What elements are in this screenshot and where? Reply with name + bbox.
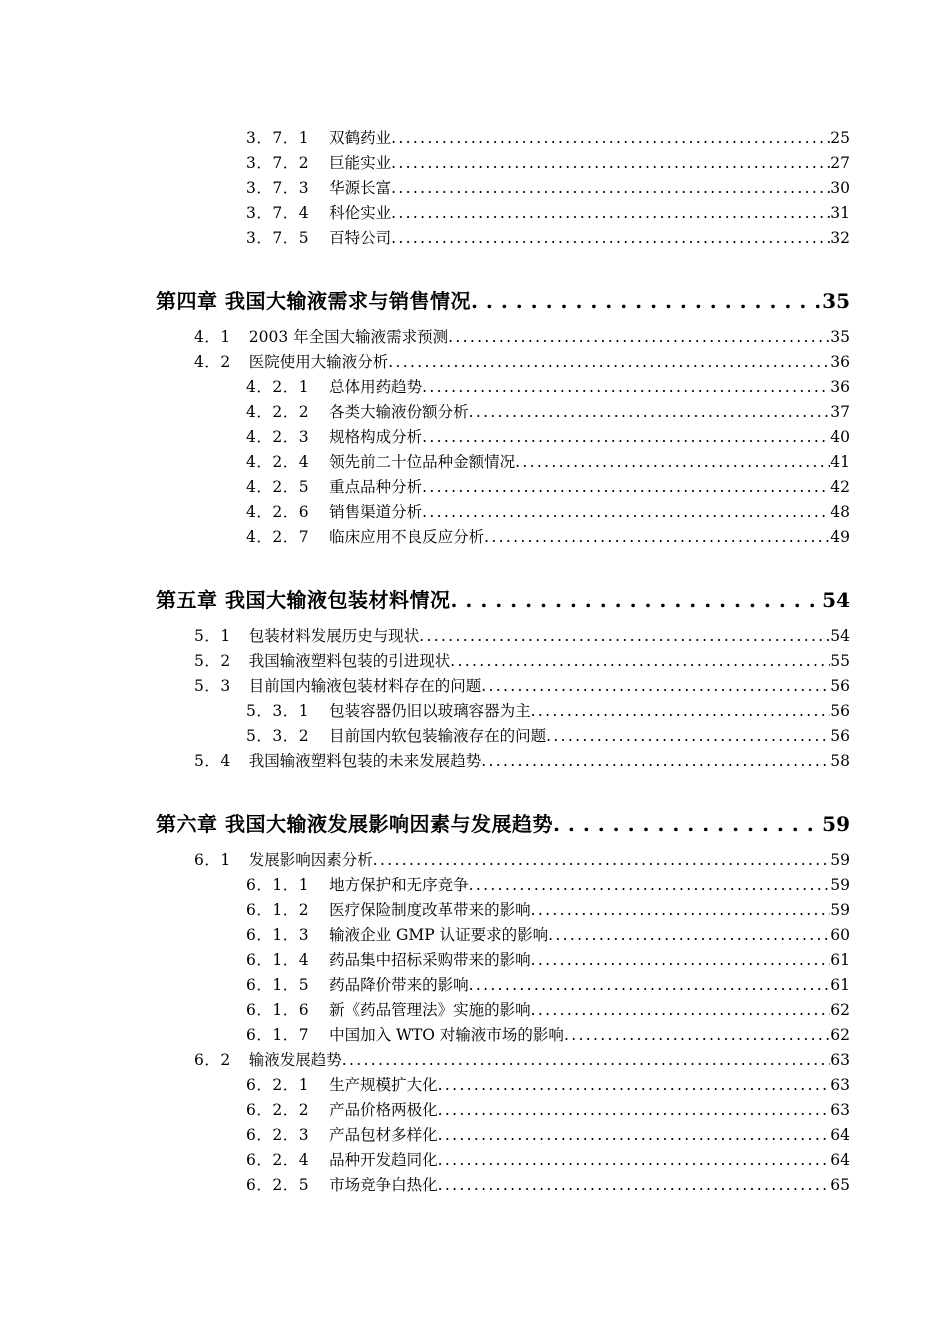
entry-title: 销售渠道分析: [329, 503, 423, 521]
entry-number: 4．2．7: [246, 528, 310, 546]
dot-leader: [481, 752, 830, 770]
entry-page: 60: [830, 926, 850, 944]
chapter-page: 54: [822, 588, 850, 612]
dot-leader: [469, 876, 831, 894]
entry-number: 5．3．1: [246, 702, 310, 720]
toc-entry-5-2[interactable]: [194, 649, 850, 673]
entry-number: 6．2: [194, 1051, 231, 1069]
entry-page: 40: [830, 428, 850, 446]
toc-entry-6-2-4[interactable]: [246, 1148, 850, 1172]
entry-title: 中国加入 WTO 对输液市场的影响: [329, 1026, 564, 1044]
toc-entry-4-2-3[interactable]: [246, 425, 850, 449]
dot-leader: [438, 1176, 831, 1194]
entry-title: 医疗保险制度改革带来的影响: [329, 901, 531, 919]
toc-entry-3-7-5[interactable]: [246, 226, 850, 250]
entry-number: 5．2: [194, 652, 231, 670]
dot-leader: [422, 503, 830, 521]
toc-entry-4-2-6[interactable]: [246, 500, 850, 524]
dot-leader: [422, 428, 830, 446]
entry-page: 31: [830, 204, 850, 222]
toc-entry-5-3[interactable]: [194, 674, 850, 698]
entry-title: 生产规模扩大化: [329, 1076, 438, 1094]
entry-number: 6．1．1: [246, 876, 310, 894]
toc-entry-6-2-5[interactable]: [246, 1173, 850, 1197]
entry-number: 6．1．4: [246, 951, 310, 969]
entry-number: 6．2．3: [246, 1126, 310, 1144]
toc-entry-4-2-1[interactable]: [246, 375, 850, 399]
entry-page: 25: [830, 129, 850, 147]
entry-page: 32: [830, 229, 850, 247]
entry-page: 63: [830, 1101, 850, 1119]
entry-title: 总体用药趋势: [329, 378, 423, 396]
dot-leader: [546, 727, 830, 745]
toc-entry-6-1-5[interactable]: [246, 973, 850, 997]
entry-title: 科伦实业: [329, 204, 392, 222]
entry-number: 3．7．2: [246, 154, 310, 172]
entry-number: 6．2．4: [246, 1151, 310, 1169]
dot-leader: [548, 926, 830, 944]
dot-leader: [553, 812, 822, 836]
toc-entry-3-7-3[interactable]: [246, 176, 850, 200]
entry-number: 6．1．3: [246, 926, 310, 944]
entry-title: 巨能实业: [329, 154, 392, 172]
dot-leader: [450, 652, 830, 670]
entry-title: 重点品种分析: [329, 478, 423, 496]
dot-leader: [391, 154, 830, 172]
toc-entry-6-1-4[interactable]: [246, 948, 850, 972]
entry-title: 目前国内输液包装材料存在的问题: [248, 677, 482, 695]
entry-title: 百特公司: [329, 229, 392, 247]
entry-number: 3．7．1: [246, 129, 310, 147]
entry-page: 37: [830, 403, 850, 421]
dot-leader: [422, 378, 830, 396]
toc-entry-4-2-5[interactable]: [246, 475, 850, 499]
toc-entry-6-1-7[interactable]: [246, 1023, 850, 1047]
toc-entry-5-3-2[interactable]: [246, 724, 850, 748]
toc-entry-5-3-1[interactable]: [246, 699, 850, 723]
entry-number: 3．7．4: [246, 204, 310, 222]
entry-number: 6．1．2: [246, 901, 310, 919]
entry-title: 药品集中招标采购带来的影响: [329, 951, 531, 969]
chapter-title: 第六章 我国大输液发展影响因素与发展趋势: [156, 812, 553, 836]
entry-title: 2003 年全国大输液需求预测: [248, 328, 449, 346]
entry-number: 6．2．1: [246, 1076, 310, 1094]
toc-entry-6-2-3[interactable]: [246, 1123, 850, 1147]
toc-entry-4-2[interactable]: [194, 350, 850, 374]
entry-title: 输液企业 GMP 认证要求的影响: [329, 926, 549, 944]
dot-leader: [564, 1026, 830, 1044]
toc-entry-6-1-6[interactable]: [246, 998, 850, 1022]
entry-title: 包装容器仍旧以玻璃容器为主: [329, 702, 531, 720]
entry-title: 双鹤药业: [329, 129, 392, 147]
entry-page: 30: [830, 179, 850, 197]
toc-entry-4-1[interactable]: [194, 325, 850, 349]
toc-chapter-5[interactable]: [156, 584, 850, 614]
toc-entry-3-7-4[interactable]: [246, 201, 850, 225]
entry-page: 56: [830, 677, 850, 695]
entry-page: 42: [830, 478, 850, 496]
entry-title: 产品包材多样化: [329, 1126, 438, 1144]
entry-number: 5．3: [194, 677, 231, 695]
entry-number: 6．1．7: [246, 1026, 310, 1044]
entry-number: 5．3．2: [246, 727, 310, 745]
dot-leader: [438, 1151, 831, 1169]
entry-page: 36: [830, 378, 850, 396]
entry-title: 品种开发趋同化: [329, 1151, 438, 1169]
entry-title: 我国输液塑料包装的引进现状: [248, 652, 451, 670]
entry-number: 4．2: [194, 353, 231, 371]
toc-entry-6-1-3[interactable]: [246, 923, 850, 947]
entry-number: 4．2．5: [246, 478, 310, 496]
entry-number: 4．2．3: [246, 428, 310, 446]
entry-number: 5．4: [194, 752, 231, 770]
dot-leader: [391, 179, 830, 197]
dot-leader: [422, 478, 830, 496]
entry-page: 49: [830, 528, 850, 546]
toc-entry-4-2-4[interactable]: [246, 450, 850, 474]
entry-page: 56: [830, 702, 850, 720]
toc-entry-6-2-2[interactable]: [246, 1098, 850, 1122]
dot-leader: [515, 453, 830, 471]
toc-entry-6-1-1[interactable]: [246, 873, 850, 897]
toc-entry-4-2-2[interactable]: [246, 400, 850, 424]
entry-page: 59: [830, 851, 850, 869]
entry-page: 62: [830, 1001, 850, 1019]
entry-title: 医院使用大输液分析: [248, 353, 389, 371]
entry-number: 4．2．6: [246, 503, 310, 521]
toc-entry-6-2[interactable]: [194, 1048, 850, 1072]
entry-number: 6．1．5: [246, 976, 310, 994]
dot-leader: [448, 328, 830, 346]
entry-number: 3．7．3: [246, 179, 310, 197]
entry-page: 54: [830, 627, 850, 645]
toc-entry-6-1[interactable]: [194, 848, 850, 872]
entry-title: 新《药品管理法》实施的影响: [329, 1001, 531, 1019]
dot-leader: [531, 1001, 831, 1019]
dot-leader: [391, 204, 830, 222]
entry-title: 包装材料发展历史与现状: [248, 627, 420, 645]
toc-entry-3-7-1[interactable]: [246, 126, 850, 150]
entry-title: 规格构成分析: [329, 428, 423, 446]
entry-page: 36: [830, 353, 850, 371]
entry-title: 领先前二十位品种金额情况: [329, 453, 516, 471]
entry-page: 61: [830, 976, 850, 994]
toc-entry-5-1[interactable]: [194, 624, 850, 648]
toc-chapter-6[interactable]: [156, 808, 850, 838]
dot-leader: [391, 129, 830, 147]
entry-number: 5．1: [194, 627, 231, 645]
entry-page: 48: [830, 503, 850, 521]
toc-chapter-4[interactable]: [156, 285, 850, 315]
dot-leader: [342, 1051, 831, 1069]
entry-page: 59: [830, 876, 850, 894]
entry-title: 地方保护和无序竞争: [329, 876, 469, 894]
entry-title: 市场竞争白热化: [329, 1176, 438, 1194]
entry-page: 27: [830, 154, 850, 172]
entry-number: 4．2．1: [246, 378, 310, 396]
dot-leader: [438, 1126, 831, 1144]
dot-leader: [469, 976, 831, 994]
entry-number: 4．2．2: [246, 403, 310, 421]
entry-page: 63: [830, 1076, 850, 1094]
entry-number: 6．2．2: [246, 1101, 310, 1119]
dot-leader: [438, 1076, 831, 1094]
dot-leader: [419, 627, 830, 645]
chapter-title: 第四章 我国大输液需求与销售情况: [156, 289, 471, 313]
dot-leader: [531, 901, 831, 919]
entry-number: 4．1: [194, 328, 231, 346]
entry-number: 4．2．4: [246, 453, 310, 471]
dot-leader: [481, 677, 830, 695]
chapter-page: 59: [822, 812, 850, 836]
dot-leader: [469, 403, 831, 421]
toc-entry-5-4[interactable]: [194, 749, 850, 773]
dot-leader: [438, 1101, 831, 1119]
entry-title: 我国输液塑料包装的未来发展趋势: [248, 752, 482, 770]
entry-page: 64: [830, 1126, 850, 1144]
entry-page: 58: [830, 752, 850, 770]
entry-page: 62: [830, 1026, 850, 1044]
entry-page: 59: [830, 901, 850, 919]
entry-title: 药品降价带来的影响: [329, 976, 469, 994]
dot-leader: [373, 851, 831, 869]
entry-page: 56: [830, 727, 850, 745]
entry-title: 目前国内软包装输液存在的问题: [329, 727, 547, 745]
toc-entry-6-1-2[interactable]: [246, 898, 850, 922]
dot-leader: [531, 702, 831, 720]
toc-entry-4-2-7[interactable]: [246, 525, 850, 549]
chapter-page: 35: [822, 289, 850, 313]
entry-title: 华源长富: [329, 179, 392, 197]
entry-title: 输液发展趋势: [248, 1051, 342, 1069]
entry-number: 6．1．6: [246, 1001, 310, 1019]
entry-page: 41: [830, 453, 850, 471]
entry-page: 65: [830, 1176, 850, 1194]
dot-leader: [391, 229, 830, 247]
entry-number: 3．7．5: [246, 229, 310, 247]
entry-title: 各类大输液份额分析: [329, 403, 469, 421]
dot-leader: [388, 353, 830, 371]
toc-entry-3-7-2[interactable]: [246, 151, 850, 175]
entry-page: 35: [830, 328, 850, 346]
entry-number: 6．1: [194, 851, 231, 869]
entry-number: 6．2．5: [246, 1176, 310, 1194]
dot-leader: [531, 951, 831, 969]
dot-leader: [484, 528, 830, 546]
dot-leader: [450, 588, 822, 612]
dot-leader: [471, 289, 822, 313]
entry-page: 55: [830, 652, 850, 670]
entry-page: 63: [830, 1051, 850, 1069]
entry-title: 临床应用不良反应分析: [329, 528, 485, 546]
entry-title: 产品价格两极化: [329, 1101, 438, 1119]
entry-page: 64: [830, 1151, 850, 1169]
entry-page: 61: [830, 951, 850, 969]
chapter-title: 第五章 我国大输液包装材料情况: [156, 588, 451, 612]
entry-title: 发展影响因素分析: [248, 851, 373, 869]
toc-entry-6-2-1[interactable]: [246, 1073, 850, 1097]
